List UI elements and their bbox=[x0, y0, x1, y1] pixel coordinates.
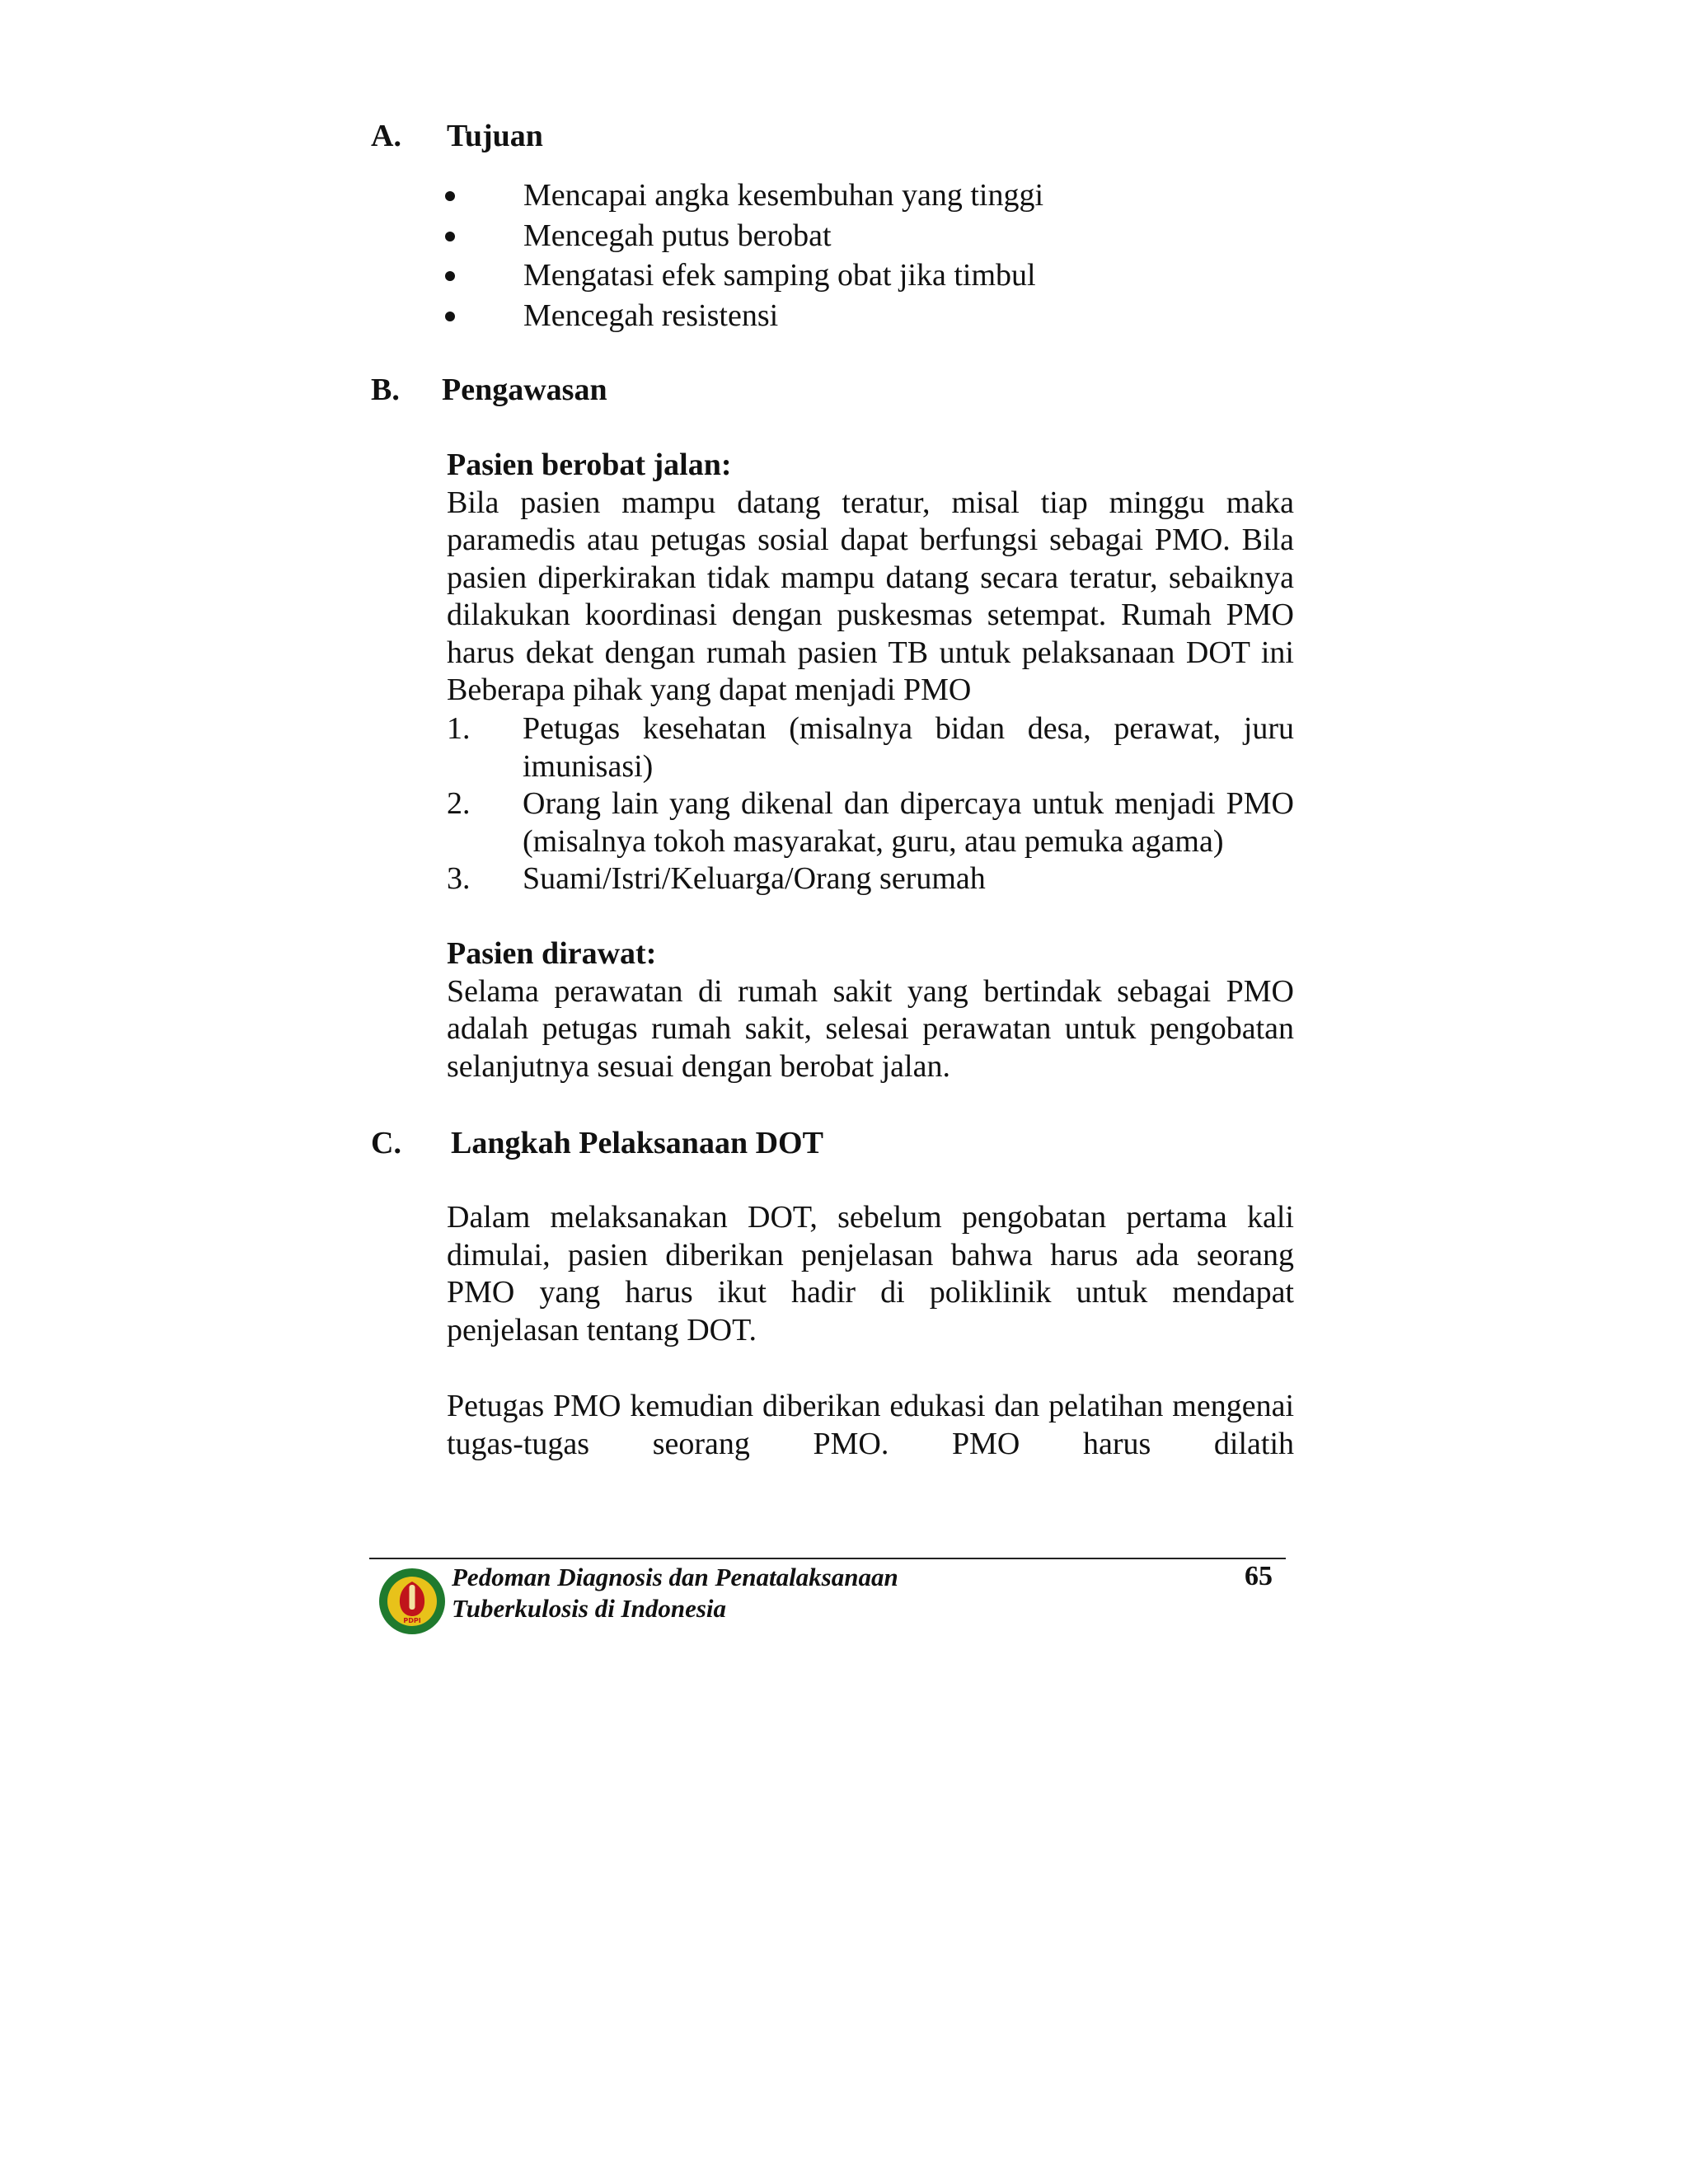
section-b-letter: B. bbox=[371, 373, 400, 407]
inpatient-heading: Pasien dirawat: bbox=[447, 936, 657, 971]
bullet-icon bbox=[445, 271, 455, 281]
list-item bbox=[447, 710, 1294, 785]
pmo-candidate-list bbox=[447, 710, 1294, 898]
list-item bbox=[441, 216, 1043, 256]
outpatient-paragraph: Bila pasien mampu datang teratur, misal tiap minggu maka paramedis atau petugas sosial dapat berfungsi sebagai PMO. Bila pasien diperkirakan tidak mampu datang secara teratur, sebaiknya dilakukan koordinasi dengan puskesmas setempat. Rumah PMO harus dekat dengan rumah pasien TB untuk pelaksanaan DOT ini Beberapa pihak yang dapat menjadi PMO bbox=[447, 485, 1294, 707]
list-number: 3. bbox=[447, 861, 471, 896]
list-item bbox=[441, 176, 1043, 216]
list-text: Suami/Istri/Keluarga/Orang serumah bbox=[523, 861, 986, 896]
dot-paragraph-2: Petugas PMO kemudian diberikan edukasi dan pelatihan mengenai tugas-tugas seorang PMO. PMO harus dilatih bbox=[447, 1389, 1294, 1461]
pdpi-logo bbox=[377, 1567, 447, 1636]
list-item bbox=[441, 296, 1043, 336]
section-b-title: Pengawasan bbox=[442, 373, 607, 407]
footer-divider bbox=[369, 1558, 1286, 1559]
list-number: 1. bbox=[447, 711, 471, 746]
section-c-heading bbox=[371, 1124, 823, 1162]
section-a-letter: A. bbox=[371, 119, 401, 153]
footer-book-title bbox=[452, 1562, 898, 1624]
section-c-title: Langkah Pelaksanaan DOT bbox=[451, 1126, 823, 1160]
section-b-heading bbox=[371, 371, 607, 409]
section-a-title: Tujuan bbox=[447, 119, 543, 153]
bullet-text: Mencapai angka kesembuhan yang tinggi bbox=[523, 178, 1044, 213]
inpatient-block bbox=[447, 935, 1294, 1085]
list-text: Orang lain yang dikenal dan dipercaya untuk menjadi PMO (misalnya tokoh masyarakat, guru, atau pemuka agama) bbox=[523, 786, 1294, 859]
footer-title-line-2: Tuberkulosis di Indonesia bbox=[452, 1594, 727, 1623]
bullet-icon bbox=[445, 191, 455, 201]
dot-paragraph-1: Dalam melaksanakan DOT, sebelum pengobatan pertama kali dimulai, pasien diberikan penjelasan bahwa harus ada seorang PMO yang harus ikut hadir di poliklinik untuk mendapat penjelasan tentang DOT. bbox=[447, 1200, 1294, 1347]
goal-bullet-list bbox=[441, 176, 1043, 335]
list-item bbox=[447, 860, 1294, 898]
list-number: 2. bbox=[447, 786, 471, 821]
bullet-icon bbox=[445, 232, 455, 241]
bullet-text: Mencegah putus berobat bbox=[523, 218, 832, 253]
page-number: 65 bbox=[1245, 1561, 1273, 1591]
logo-text: PDPI bbox=[403, 1617, 421, 1624]
section-a-heading bbox=[371, 117, 543, 155]
list-text: Petugas kesehatan (misalnya bidan desa, perawat, juru imunisasi) bbox=[523, 711, 1294, 784]
inpatient-paragraph: Selama perawatan di rumah sakit yang bertindak sebagai PMO adalah petugas rumah sakit, selesai perawatan untuk pengobatan selanjutnya sesuai dengan berobat jalan. bbox=[447, 973, 1294, 1084]
bullet-text: Mencegah resistensi bbox=[523, 298, 779, 333]
list-item bbox=[441, 255, 1043, 296]
list-item bbox=[447, 785, 1294, 860]
outpatient-block bbox=[447, 447, 1294, 710]
bullet-text: Mengatasi efek samping obat jika timbul bbox=[523, 258, 1036, 293]
footer-title-line-1: Pedoman Diagnosis dan Penatalaksanaan bbox=[452, 1563, 898, 1591]
section-c-letter: C. bbox=[371, 1126, 401, 1160]
outpatient-heading: Pasien berobat jalan: bbox=[447, 448, 732, 482]
bullet-icon bbox=[445, 312, 455, 321]
